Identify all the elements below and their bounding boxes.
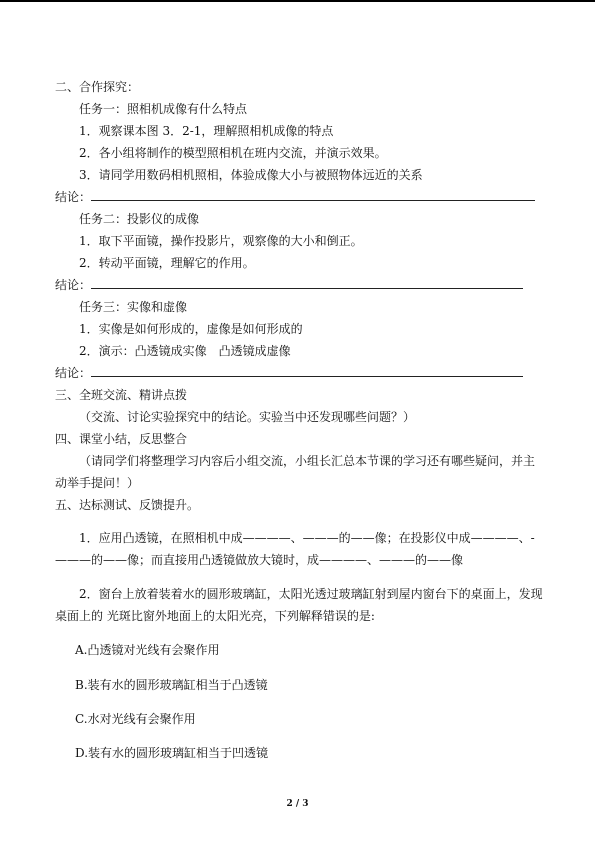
- task3-conclusion: [55, 365, 523, 381]
- section4-heading: 四、课堂小结，反思整合: [55, 432, 188, 446]
- conclusion-label: 结论：: [55, 366, 92, 380]
- option-a: A.凸透镜对光线有会聚作用: [75, 643, 220, 657]
- question2-line1: 2．窗台上放着装着水的圆形玻璃缸，太阳光透过玻璃缸射到屋内窗台下的桌面上，发现: [79, 587, 543, 601]
- conclusion-blank-line: [91, 190, 535, 201]
- page-number: 2 / 3: [286, 799, 309, 809]
- section3-text: （交流、讨论实验探究中的结论。实验当中还发现哪些问题？）: [79, 410, 416, 424]
- task1-item-2: 2．各小组将制作的模型照相机在班内交流，并演示效果。: [79, 146, 387, 160]
- task3-item-1: 1．实像是如何形成的，虚像是如何形成的: [79, 322, 303, 336]
- task1-item-1: 1．观察课本图 3．2-1，理解照相机成像的特点: [79, 124, 334, 138]
- section3-heading: 三、全班交流、精讲点拨: [55, 388, 188, 402]
- task2-item-1: 1．取下平面镜，操作投影片，观察像的大小和倒正。: [79, 234, 363, 248]
- option-d: D.装有水的圆形玻璃缸相当于凹透镜: [75, 746, 269, 760]
- section5-heading: 五、达标测试、反馈提升。: [55, 498, 200, 512]
- section2-heading: 二、合作探究：: [55, 80, 140, 94]
- task1-title: 任务一：照相机成像有什么特点: [79, 102, 248, 116]
- page-top-border: [0, 0, 595, 2]
- task3-item-2: 2．演示：凸透镜成实像 凸透镜成虚像: [79, 344, 291, 358]
- question2-line2: 桌面上的 光斑比窗外地面上的太阳光亮，下列解释错误的是:: [55, 609, 375, 623]
- task2-title: 任务二：投影仪的成像: [79, 212, 200, 226]
- task2-conclusion: [55, 277, 523, 293]
- conclusion-blank-line: [91, 366, 523, 377]
- option-c: C.水对光线有会聚作用: [75, 712, 196, 726]
- conclusion-label: 结论：: [55, 190, 92, 204]
- section4-text-line1: （请同学们将整理学习内容后小组交流，小组长汇总本节课的学习还有哪些疑问，并主: [79, 454, 536, 468]
- conclusion-blank-line: [91, 278, 523, 289]
- option-b: B.装有水的圆形玻璃缸相当于凸透镜: [75, 678, 268, 692]
- task3-title: 任务三：实像和虚像: [79, 300, 188, 314]
- conclusion-label: 结论：: [55, 278, 92, 292]
- task1-item-3: 3．请同学用数码相机照相，体验成像大小与被照物体远近的关系: [79, 168, 423, 182]
- question1-line1: 1．应用凸透镜，在照相机中成————、———的——像；在投影仪中成————、-: [79, 531, 535, 545]
- section4-text-line2: 动举手提问！）: [55, 476, 140, 490]
- task1-conclusion: [55, 189, 535, 205]
- task2-item-2: 2．转动平面镜，理解它的作用。: [79, 256, 255, 270]
- question1-line2: ———的——像；而直接用凸透镜做放大镜时，成————、———的——像: [55, 553, 464, 567]
